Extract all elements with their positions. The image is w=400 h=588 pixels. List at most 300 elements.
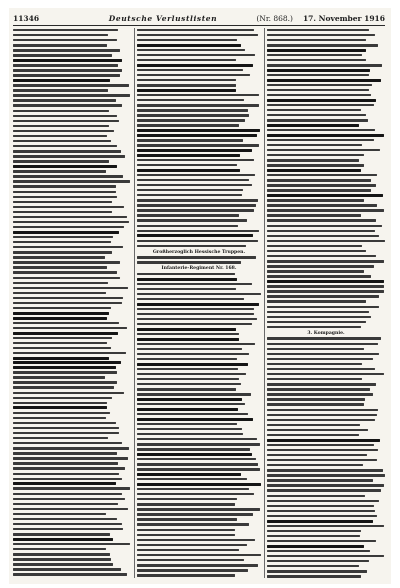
text-line [137,488,261,492]
text-line [267,337,385,341]
text-line [267,84,385,88]
text-line [137,44,261,48]
text-line [137,34,261,38]
text-line [137,189,261,193]
text-line [137,144,261,148]
text-line [137,179,261,183]
text-line [137,544,261,548]
text-line [13,292,131,296]
text-line [13,533,131,537]
text-line [13,482,131,486]
text-line [13,493,131,497]
text-line [267,403,385,407]
text-line [13,513,131,517]
text-line [267,44,385,48]
text-line [137,363,261,367]
text-line [13,266,131,270]
text-line [13,327,131,331]
text-line [13,226,131,230]
text-line [137,323,261,327]
text-line [137,373,261,377]
text-line [137,114,261,118]
text-line [137,134,261,138]
text-line [13,361,131,365]
text-line [13,498,131,502]
text-line [267,484,385,488]
issue-date: 17. November 1916 [302,13,385,23]
text-line [267,388,385,392]
text-line [13,312,131,316]
text-line [137,245,261,249]
text-line [13,251,131,255]
text-line [267,285,385,289]
text-line [267,204,385,208]
text-line [137,214,261,218]
text-line [267,459,385,463]
text-line [267,144,385,148]
text-line [137,84,261,88]
text-line [267,495,385,499]
text-line [137,94,261,98]
text-line [13,447,131,451]
text-line [137,273,261,277]
text-line [267,454,385,458]
text-line [13,206,131,210]
text-line [13,231,131,235]
text-line [267,270,385,274]
text-line [13,135,131,139]
text-line [13,508,131,512]
text-line [13,342,131,346]
text-line [13,322,131,326]
text-line [137,278,261,282]
text-line [267,214,385,218]
text-line [267,209,385,213]
text-line [137,261,261,265]
text-line [13,543,131,547]
text-line [137,174,261,178]
text-line [267,74,385,78]
text-line [13,381,131,385]
text-line [137,99,261,103]
text-line [267,429,385,433]
text-line [13,54,131,58]
text-line [13,180,131,184]
text-line [13,371,131,375]
text-line [267,219,385,223]
text-line [13,191,131,195]
text-line [267,515,385,519]
text-line [137,393,261,397]
text-line [13,352,131,356]
text-line [13,165,131,169]
text-line [13,130,131,134]
text-line [13,417,131,421]
text-line [13,422,131,426]
text-line [13,558,131,562]
text-line [137,508,261,512]
column-separator [134,28,135,578]
text-line [13,317,131,321]
text-line [267,414,385,418]
text-line [267,134,385,138]
text-line [137,124,261,128]
text-line [137,39,261,43]
text-line [267,311,385,315]
column-1 [13,28,131,578]
text-line [13,432,131,436]
text-line [13,402,131,406]
text-line [137,413,261,417]
text-line [13,29,131,33]
text-line [137,184,261,188]
text-line [13,462,131,466]
text-line [267,409,385,413]
text-line [13,487,131,491]
text-line [267,189,385,193]
text-line [267,54,385,58]
text-line [267,464,385,468]
section-heading: 3. Kompagnie. [307,331,345,337]
text-line [13,412,131,416]
text-line [137,74,261,78]
text-line [13,145,131,149]
text-line [13,236,131,240]
text-line [267,164,385,168]
text-line [13,110,131,114]
text-line [267,89,385,93]
text-line [13,332,131,336]
text-line [137,234,261,238]
text-line [137,478,261,482]
text-line [267,235,385,239]
text-line [137,209,261,213]
text-line [137,338,261,342]
text-line [137,463,261,467]
text-line [267,159,385,163]
text-line [267,300,385,304]
text-line [267,434,385,438]
text-line [267,265,385,269]
text-line [13,503,131,507]
text-line [137,513,261,517]
text-line [137,564,261,568]
text-line [13,241,131,245]
text-line [267,439,385,443]
text-line [13,548,131,552]
text-line [13,553,131,557]
text-line [13,397,131,401]
text-line [13,211,131,215]
text-line [267,255,385,259]
section-heading: Infanterie-Regiment Nr. 168. [161,266,237,272]
text-line [267,64,385,68]
text-line [137,139,261,143]
text-line [13,473,131,477]
header-rule [13,25,385,26]
text-line [267,295,385,299]
text-line [267,383,385,387]
text-line [267,500,385,504]
text-line [137,529,261,533]
text-line [13,528,131,532]
text-line [13,427,131,431]
text-line [137,89,261,93]
text-line [267,449,385,453]
text-line [13,44,131,48]
text-line [267,174,385,178]
text-line [267,240,385,244]
text-line [13,347,131,351]
text-line [267,363,385,367]
text-line [267,109,385,113]
text-line [13,216,131,220]
text-line [13,120,131,124]
issue-number: (Nr. 868.) [256,13,293,23]
text-line [137,368,261,372]
text-line [13,568,131,572]
text-line [267,353,385,357]
text-line [267,550,385,554]
text-line [267,306,385,310]
text-line [267,535,385,539]
text-line [13,89,131,93]
text-line [137,518,261,522]
text-line [137,313,261,317]
text-line [267,469,385,473]
text-line [13,277,131,281]
text-line [13,457,131,461]
text-line [267,393,385,397]
text-line [137,293,261,297]
text-line [137,418,261,422]
text-line [267,230,385,234]
text-line [137,448,261,452]
text-line [137,328,261,332]
text-line [13,175,131,179]
text-line [267,290,385,294]
text-line [267,555,385,559]
text-line [267,326,385,330]
text-line [267,184,385,188]
text-line [137,119,261,123]
text-line [13,196,131,200]
text-line [13,442,131,446]
text-line [137,283,261,287]
text-line [137,199,261,203]
text-line [13,523,131,527]
text-line [267,29,385,33]
text-line [137,423,261,427]
text-line [137,403,261,407]
text-line [13,452,131,456]
text-line [267,530,385,534]
text-line [137,443,261,447]
text-line [267,59,385,63]
text-line [267,39,385,43]
text-line [267,321,385,325]
text-line [267,316,385,320]
text-line [137,503,261,507]
text-line [13,376,131,380]
text-line [267,139,385,143]
text-line [267,474,385,478]
text-line [137,498,261,502]
text-line [137,149,261,153]
text-line [137,493,261,497]
text-line [137,343,261,347]
text-line [267,154,385,158]
text-line [13,261,131,265]
text-line [13,64,131,68]
text-line [13,386,131,390]
text-line [13,69,131,73]
text-line [267,280,385,284]
text-line [267,149,385,153]
column-separator [264,28,265,578]
text-line [13,201,131,205]
text-line [13,140,131,144]
text-line [267,479,385,483]
text-line [267,565,385,569]
text-line [137,574,261,578]
text-line [137,534,261,538]
text-line [267,194,385,198]
text-line [13,307,131,311]
text-line [13,467,131,471]
text-line [267,169,385,173]
text-line [13,297,131,301]
text-line [13,406,131,410]
text-line [267,560,385,564]
text-line [267,398,385,402]
text-line [137,225,261,229]
text-line [267,424,385,428]
text-line [13,287,131,291]
text-line [13,39,131,43]
text-line [267,575,385,578]
page-number: 11346 [13,13,40,23]
text-line [137,453,261,457]
text-line [13,79,131,83]
text-line [267,378,385,382]
text-line [267,260,385,264]
text-line [13,99,131,103]
text-line [13,563,131,567]
text-line [267,489,385,493]
text-line [267,444,385,448]
text-line [13,221,131,225]
publication-title: Deutsche Verlustlisten [108,13,218,23]
text-line [267,419,385,423]
text-line [137,523,261,527]
newspaper-page [9,8,391,584]
text-line [267,505,385,509]
text-line [267,179,385,183]
text-line [13,337,131,341]
text-line [137,129,261,133]
text-line [13,366,131,370]
text-line [137,164,261,168]
text-line [13,518,131,522]
text-line [13,104,131,108]
text-line [137,539,261,543]
text-line [267,114,385,118]
text-line [13,392,131,396]
text-line [13,74,131,78]
text-line [137,549,261,553]
text-line [13,538,131,542]
text-line [137,398,261,402]
text-line [267,94,385,98]
text-line [137,194,261,198]
text-line [137,219,261,223]
text-line [137,554,261,558]
text-line [267,520,385,524]
text-line [137,353,261,357]
text-line [137,240,261,244]
text-line [267,49,385,53]
page-header [13,12,385,24]
text-line [13,282,131,286]
text-line [13,84,131,88]
text-line [267,119,385,123]
text-line [267,245,385,249]
text-line [137,483,261,487]
text-line [13,437,131,441]
text-line [13,59,131,63]
text-line [137,383,261,387]
text-line [13,256,131,260]
text-line [137,29,261,33]
text-line [13,155,131,159]
text-line [13,185,131,189]
text-line [267,250,385,254]
text-line [267,343,385,347]
text-line [137,468,261,472]
text-line [13,34,131,38]
text-line [267,275,385,279]
text-line [267,34,385,38]
text-line [137,49,261,53]
text-line [267,348,385,352]
text-line [13,170,131,174]
text-line [267,129,385,133]
text-line [137,428,261,432]
text-line [13,150,131,154]
text-line [137,408,261,412]
text-line [137,388,261,392]
text-line [267,124,385,128]
text-line [137,154,261,158]
text-line [137,438,261,442]
text-line [137,159,261,163]
text-line [267,225,385,229]
section-heading: Großherzoglich Hessische Truppen. [152,249,246,255]
text-line [137,104,261,108]
text-line [267,368,385,372]
text-line [137,348,261,352]
text-line [13,94,131,98]
text-line [13,160,131,164]
text-line [137,569,261,573]
text-line [137,458,261,462]
text-line [13,271,131,275]
text-line [137,288,261,292]
text-line [267,545,385,549]
text-line [267,358,385,362]
text-line [137,559,261,563]
